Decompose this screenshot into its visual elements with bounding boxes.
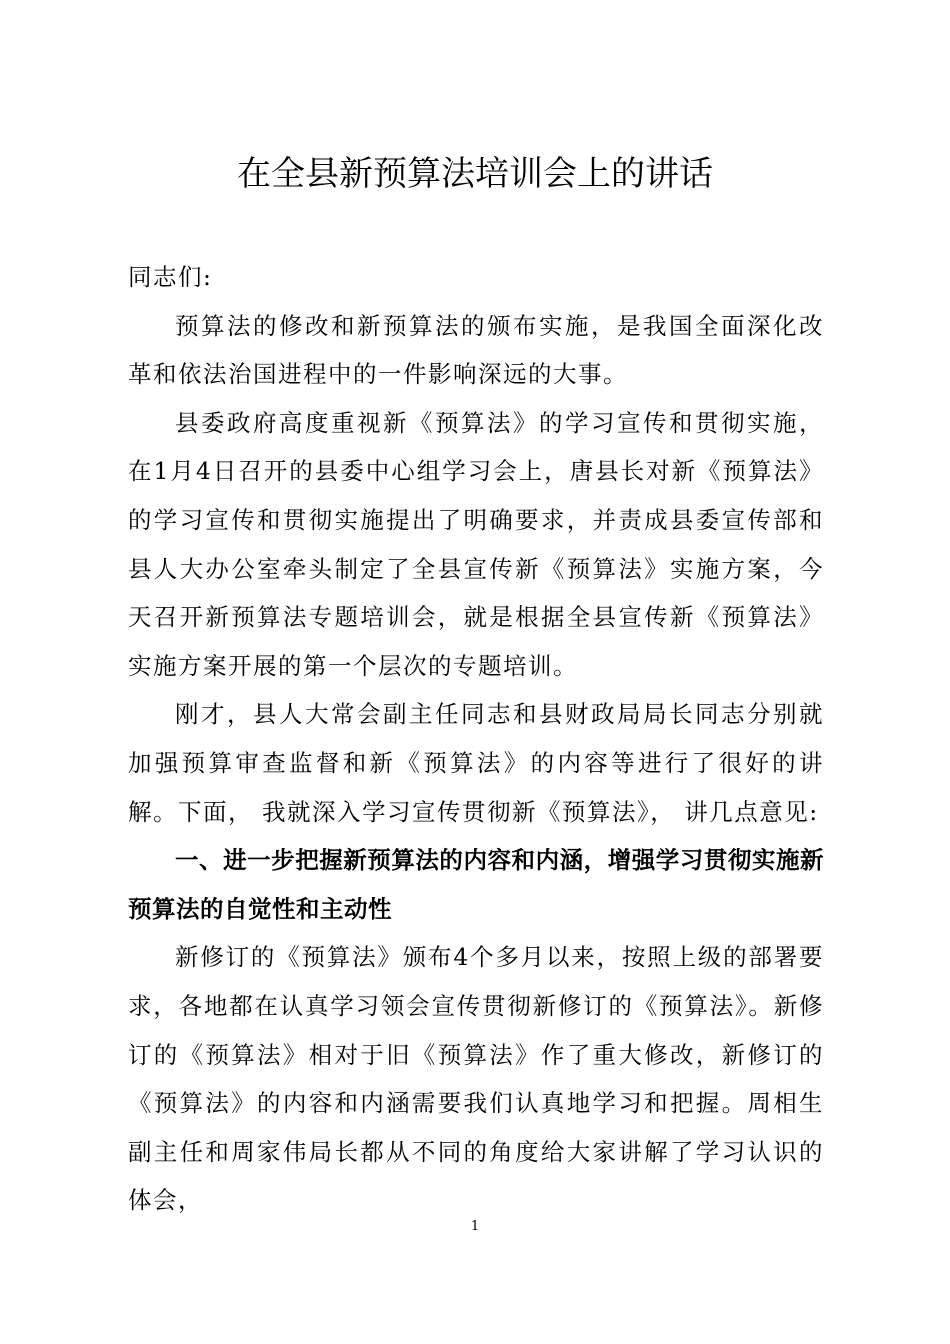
- document-body: [128, 253, 824, 1225]
- document-title: 在全县新预算法培训会上的讲话: [237, 154, 713, 194]
- paragraph-2: 县委政府高度重视新《预算法》的学习宣传和贯彻实施，在1月4日召开的县委中心组学习会上，唐县长对新《预算法》的学习宣传和贯彻实施提出了明确要求，并责成县委宣传部和县人大办公室牵头制定了全县宣传新《预算法》实施方案，今天召开新预算法专题培训会，就是根据全县宣传新《预算法》实施方案开展的第一个层次的专题培训。: [128, 408, 824, 680]
- paragraph-1: 预算法的修改和新预算法的颁布实施，是我国全面深化改革和依法治国进程中的一件影响深远的大事。: [128, 311, 824, 389]
- section-heading: 一、进一步把握新预算法的内容和内涵，增强学习贯彻实施新预算法的自觉性和主动性: [128, 846, 824, 923]
- greeting: 同志们:: [128, 263, 213, 291]
- section-paragraph: 新修订的《预算法》颁布4个多月以来，按照上级的部署要求，各地都在认真学习领会宣传贯彻新修订的《预算法》。新修订的《预算法》相对于旧《预算法》作了重大修改，新修订的《预算法》的内容和内涵需要我们认真地学习和把握。周相生副主任和周家伟局长都从不同的角度给大家讲解了学习认识的体会，: [128, 943, 824, 1215]
- paragraph-3: 刚才，县人大常会副主任同志和县财政局局长同志分别就加强预算审查监督和新《预算法》的内容等进行了很好的讲解。下面， 我就深入学习宣传贯彻新《预算法》， 讲几点意见:: [128, 700, 824, 826]
- page-number: 1: [470, 1219, 480, 1234]
